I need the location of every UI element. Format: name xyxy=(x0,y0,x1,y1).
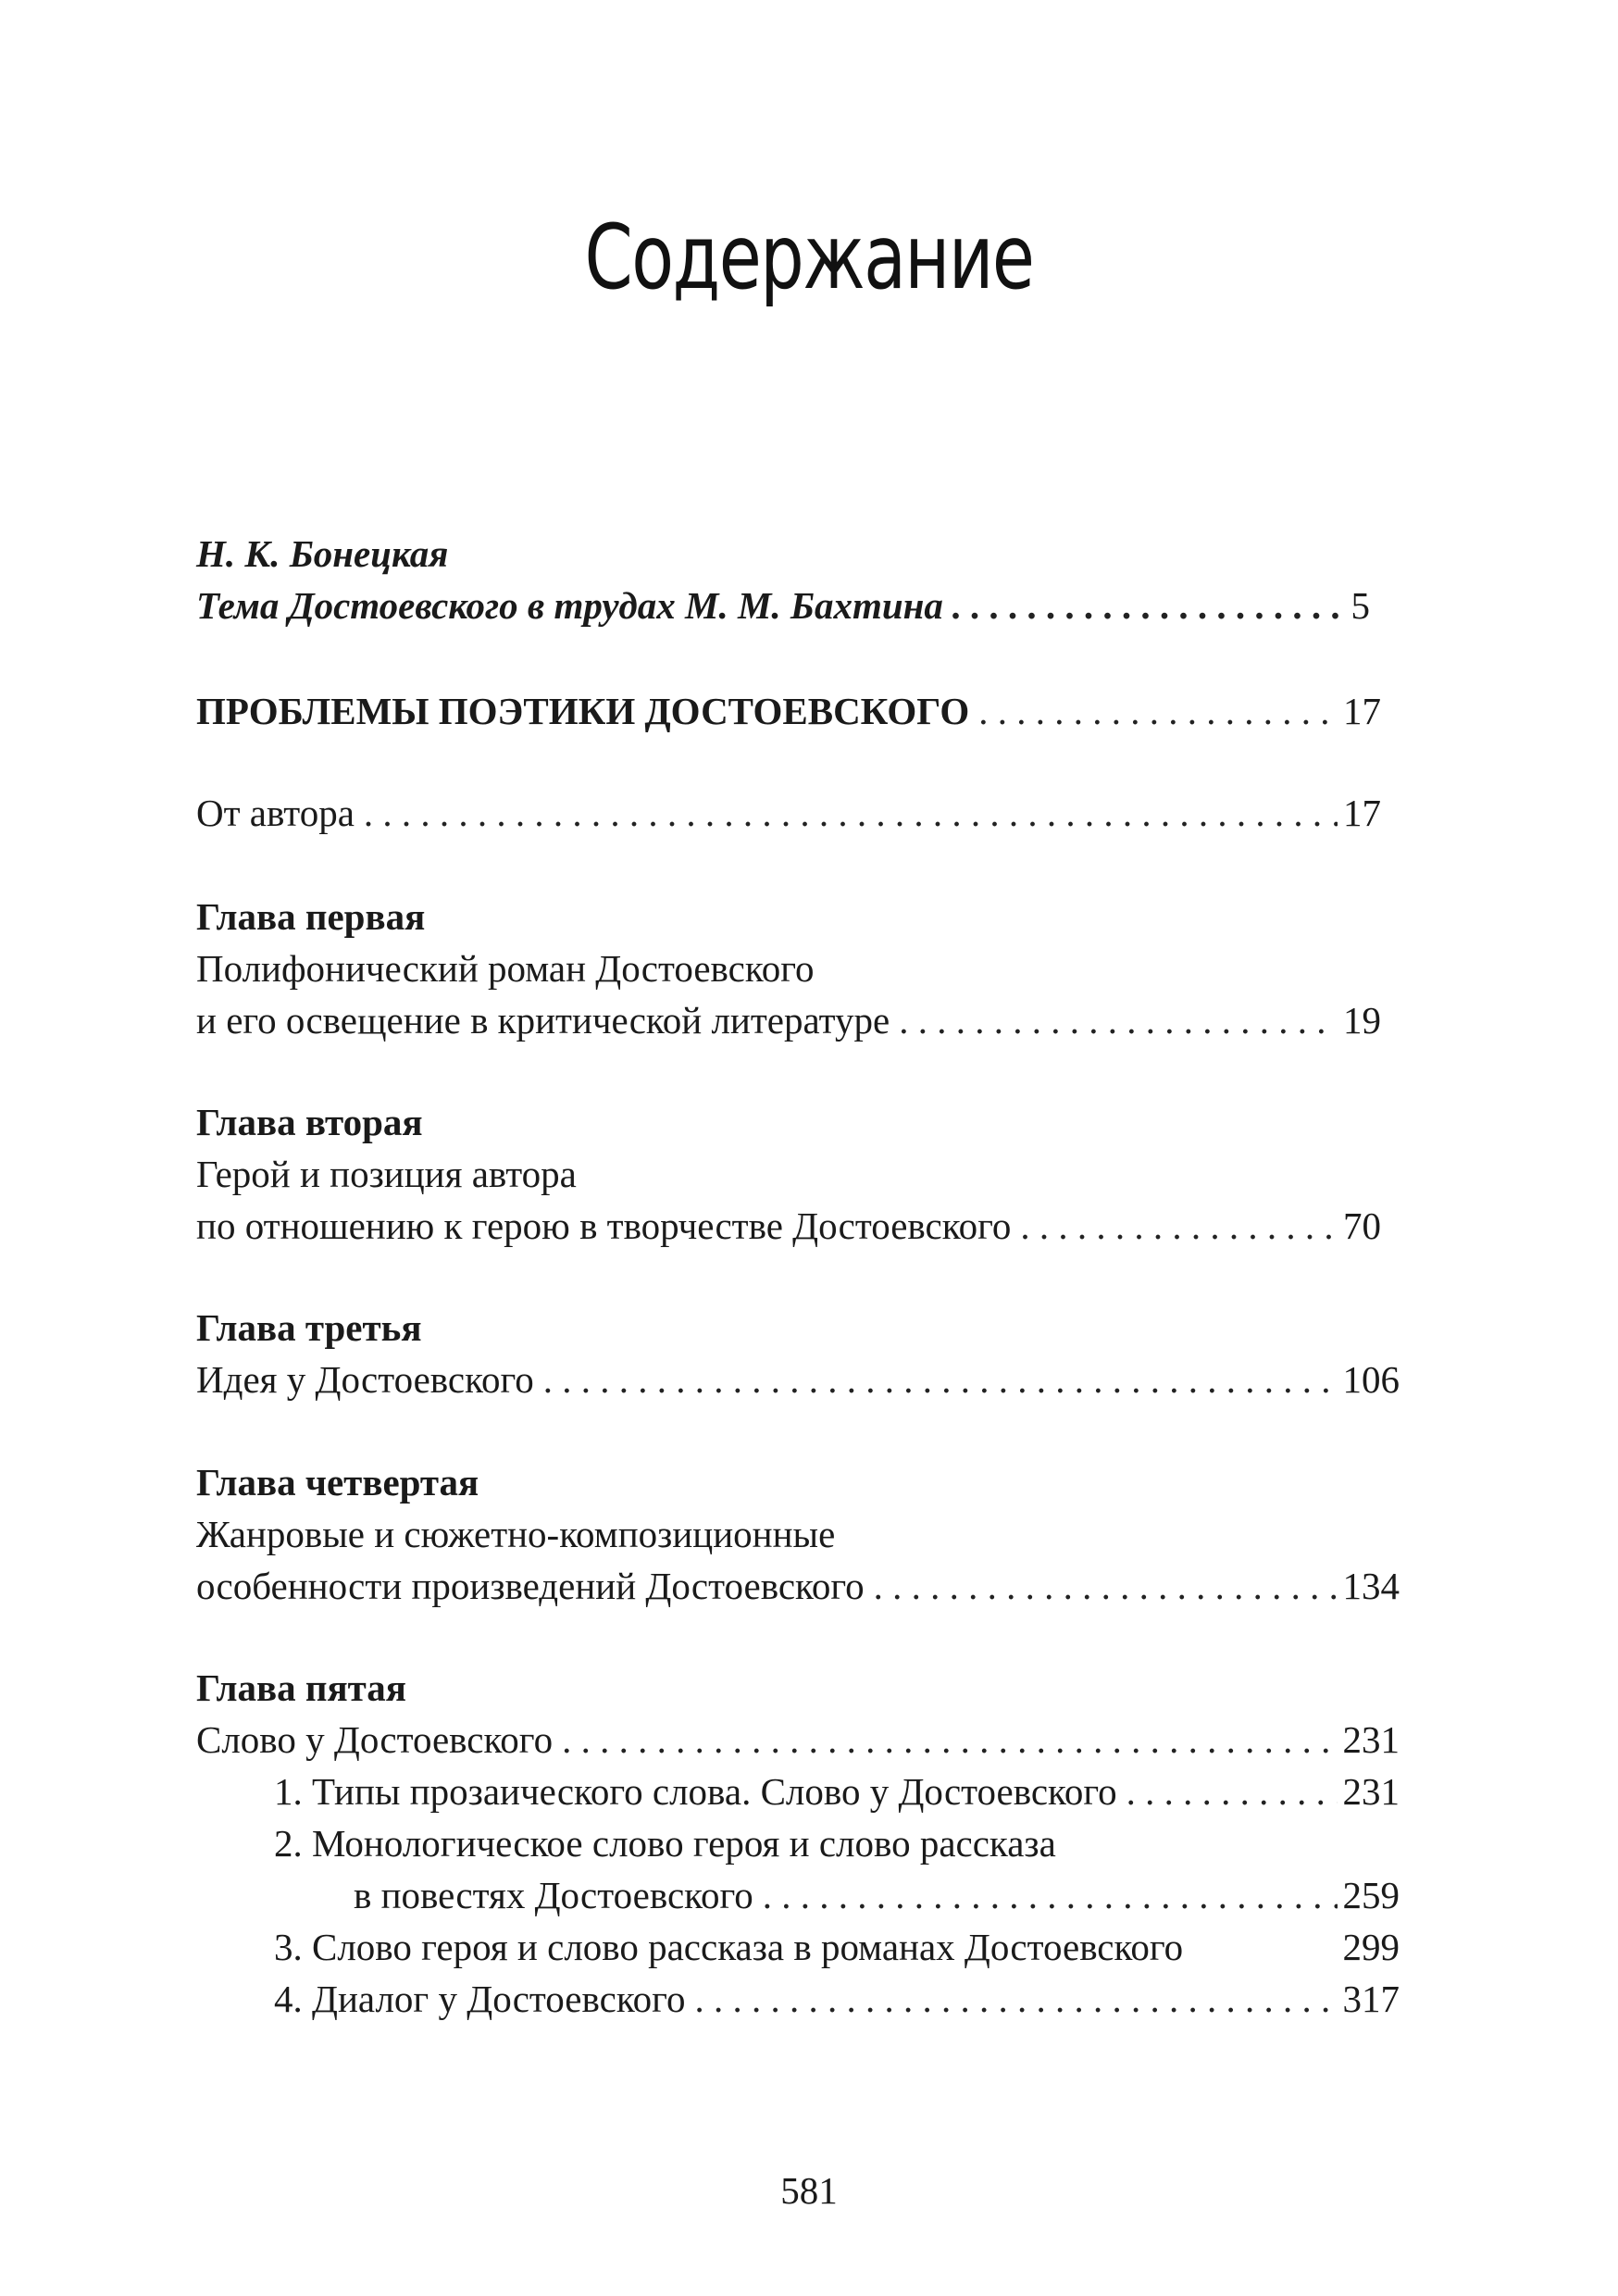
dot-leader xyxy=(763,1869,1338,1921)
dot-leader xyxy=(562,1714,1337,1766)
toc-section-5-2-entry[interactable] xyxy=(196,1869,1400,1921)
dot-leader xyxy=(1020,1200,1338,1252)
toc-chapter1-title-line1: Полифонический роман Достоевского xyxy=(196,947,815,990)
toc-entry-title: 4. Диалог у Достоевского xyxy=(274,1978,686,2020)
toc-chapter1-entry[interactable] xyxy=(196,994,1381,1046)
toc-page-number: 317 xyxy=(1342,1978,1400,2020)
toc-entry-title: и его освещение в критической литературе xyxy=(196,999,890,1042)
page-title: Содержание xyxy=(584,206,1034,309)
toc-intro-entry[interactable] xyxy=(196,580,1370,631)
toc-part-entry[interactable] xyxy=(196,685,1381,737)
toc-chapter3-heading: Глава третья xyxy=(196,1306,422,1349)
toc-section-5-4-entry[interactable] xyxy=(196,1973,1400,2025)
toc-entry-title: 3. Слово героя и слово рассказа в романах Достоевского xyxy=(274,1926,1184,1968)
toc-intro-author: Н. К. Бонецкая xyxy=(196,532,449,575)
toc-entry-title: Тема Достоевского в трудах М. М. Бахтина xyxy=(196,584,943,627)
toc-chapter3-entry[interactable] xyxy=(196,1354,1400,1405)
toc-section-5-2-title-line1: 2. Монологическое слово героя и слово рассказа xyxy=(274,1822,1056,1865)
dot-leader xyxy=(1126,1766,1338,1817)
dot-leader xyxy=(952,580,1346,631)
toc-page-number: 134 xyxy=(1342,1565,1400,1607)
toc-entry-title: 1. Типы прозаического слова. Слово у Достоевского xyxy=(274,1770,1117,1813)
toc-preface-entry[interactable] xyxy=(196,787,1381,839)
toc-entry-title: особенности произведений Достоевского xyxy=(196,1565,865,1607)
toc-page-number: 259 xyxy=(1342,1874,1400,1916)
toc-page-number: 70 xyxy=(1343,1204,1381,1247)
toc-page-number: 231 xyxy=(1342,1770,1400,1813)
toc-chapter4-entry[interactable] xyxy=(196,1560,1400,1612)
toc-chapter2-entry[interactable] xyxy=(196,1200,1381,1252)
toc-section-5-1-entry[interactable] xyxy=(196,1766,1400,1817)
toc-chapter4-heading: Глава четвертая xyxy=(196,1461,479,1504)
dot-leader xyxy=(694,1973,1337,2025)
toc-page-number: 17 xyxy=(1343,792,1381,834)
toc-entry-title: ПРОБЛЕМЫ ПОЭТИКИ ДОСТОЕВСКОГО xyxy=(196,690,970,732)
dot-leader xyxy=(543,1354,1338,1405)
toc-chapter4-title-line1: Жанровые и сюжетно-композиционные xyxy=(196,1513,836,1555)
page-number: 581 xyxy=(780,2169,838,2212)
toc-page-number: 299 xyxy=(1342,1926,1400,1968)
toc-page-number: 231 xyxy=(1342,1718,1400,1761)
toc-chapter2-title-line1: Герой и позиция автора xyxy=(196,1153,577,1195)
toc-page-number: 17 xyxy=(1343,690,1381,732)
toc-entry-title: Идея у Достоевского xyxy=(196,1358,534,1401)
toc-entry-title: в повестях Достоевского xyxy=(354,1874,753,1916)
dot-leader xyxy=(899,994,1338,1046)
toc-chapter1-heading: Глава первая xyxy=(196,895,426,938)
toc-page-number: 106 xyxy=(1342,1358,1400,1401)
toc-entry-title: по отношению к герою в творчестве Достоевского xyxy=(196,1204,1012,1247)
dot-leader xyxy=(874,1560,1338,1612)
toc-section-5-3-entry[interactable] xyxy=(196,1921,1400,1973)
toc-chapter2-heading: Глава вторая xyxy=(196,1101,423,1143)
toc-chapter5-entry[interactable] xyxy=(196,1714,1400,1766)
toc-page-number: 5 xyxy=(1350,584,1370,627)
toc-page-number: 19 xyxy=(1343,999,1381,1042)
toc-entry-title: От автора xyxy=(196,792,355,834)
toc-entry-title: Слово у Достоевского xyxy=(196,1718,554,1761)
toc-chapter5-heading: Глава пятая xyxy=(196,1666,406,1709)
dot-leader xyxy=(364,787,1338,839)
dot-leader xyxy=(978,685,1338,737)
